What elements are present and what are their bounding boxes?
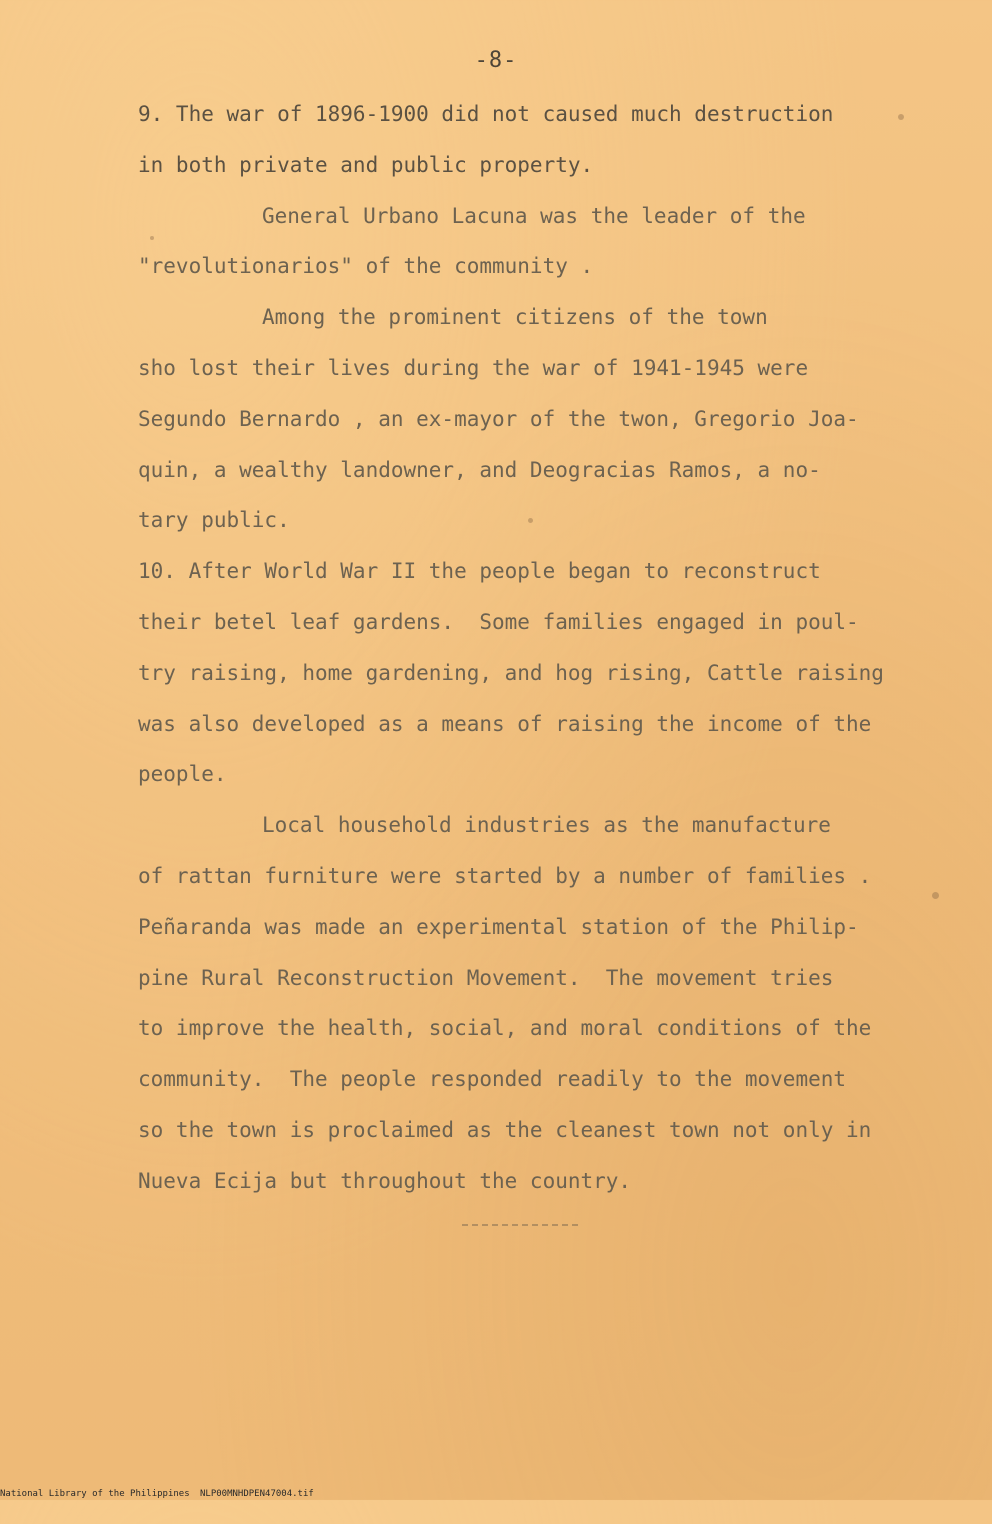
text-line: quin, a wealthy landowner, and Deogracias Ramos, a no- [138,457,821,482]
document-body [138,94,898,1212]
text-line: so the town is proclaimed as the cleanest town not only in [138,1117,872,1142]
text-line: Among the prominent citizens of the town [262,305,768,330]
paper-speck [932,892,939,899]
scan-filename: NLP00MNHDPEN47004.tif [200,1489,314,1499]
library-credit: National Library of the Philippines [0,1489,190,1499]
text-line: to improve the health, social, and moral conditions of the [138,1016,872,1041]
text-line: of rattan furniture were started by a number of families . [138,863,872,888]
text-line: was also developed as a means of raising the income of the [138,711,872,736]
text-line: 10. After World War II the people began to reconstruct [138,559,821,584]
page-number: -8- [474,48,518,73]
text-line: General Urbano Lacuna was the leader of the [262,203,806,228]
text-line: try raising, home gardening, and hog rising, Cattle raising [138,660,884,685]
text-line: "revolutionarios" of the community . [138,254,594,279]
scan-footer [0,1488,314,1500]
text-line: 9. The war of 1896-1900 did not caused much destruction [138,102,834,126]
paper-speck [150,236,154,240]
paper-speck [898,114,904,120]
end-divider [462,1224,578,1226]
text-line: sho lost their lives during the war of 1941-1945 were [138,355,809,380]
paper-speck [528,518,533,523]
text-line: Local household industries as the manufacture [262,813,831,838]
text-line: Nueva Ecija but throughout the country. [138,1168,632,1193]
text-line: in both private and public property. [138,152,594,177]
text-line: Peñaranda was made an experimental station of the Philip- [138,914,859,939]
text-line: tary public. [138,508,290,533]
text-line: Segundo Bernardo , an ex-mayor of the twon, Gregorio Joa- [138,406,859,431]
text-line: community. The people responded readily to the movement [138,1067,847,1092]
text-line: pine Rural Reconstruction Movement. The movement tries [138,965,834,990]
text-line: their betel leaf gardens. Some families engaged in poul- [138,609,859,634]
text-line: people. [138,762,227,787]
